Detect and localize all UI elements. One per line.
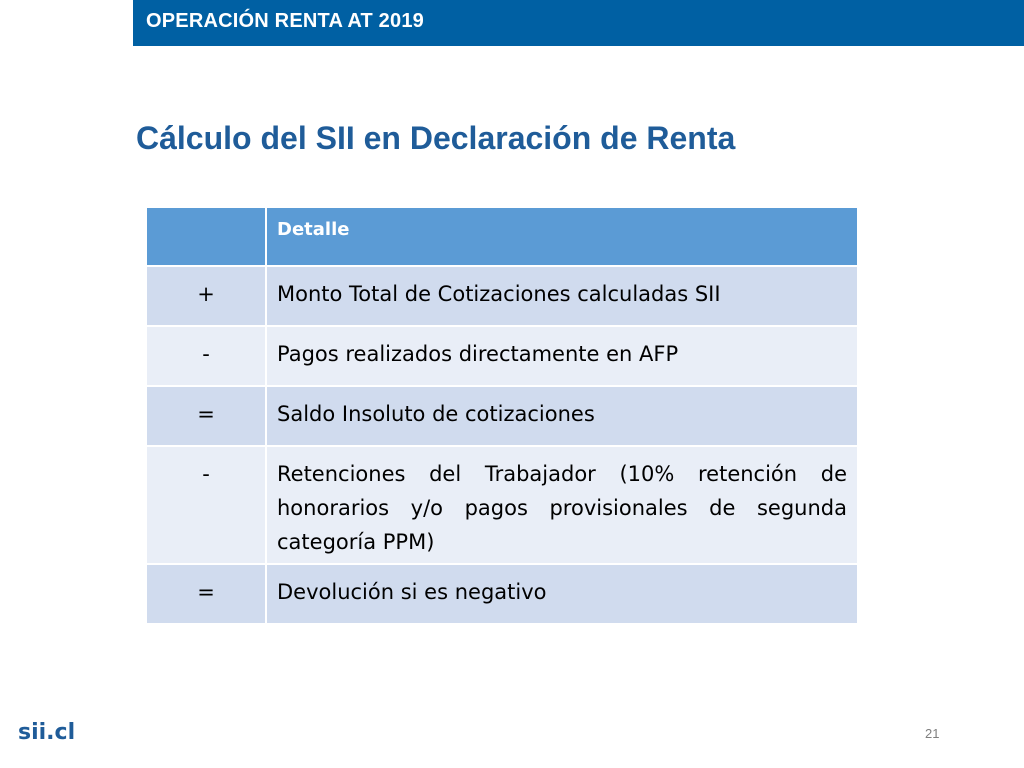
table-row — [146, 266, 858, 326]
header-title: OPERACIÓN RENTA AT 2019 — [146, 10, 424, 32]
sign-cell: - — [146, 446, 266, 564]
detail-cell: Pagos realizados directamente en AFP — [266, 326, 858, 386]
calculation-table — [145, 206, 859, 625]
page-number: 21 — [925, 726, 940, 741]
table-row — [146, 446, 858, 564]
table-body — [146, 266, 858, 624]
sign-cell: - — [146, 326, 266, 386]
detail-cell: Devolución si es negativo — [266, 564, 858, 624]
sign-cell: = — [146, 564, 266, 624]
header-band — [133, 0, 1024, 46]
table-row — [146, 564, 858, 624]
sign-cell: = — [146, 386, 266, 446]
column-header-detail: Detalle — [266, 207, 858, 266]
detail-cell: Retenciones del Trabajador (10% retención de honorarios y/o pagos provisionales de segunda categoría PPM) — [266, 446, 858, 564]
column-header-sign — [146, 207, 266, 266]
slide-title: Cálculo del SII en Declaración de Renta — [136, 120, 736, 156]
table-header — [146, 207, 858, 266]
sign-cell: + — [146, 266, 266, 326]
detail-cell: Monto Total de Cotizaciones calculadas SII — [266, 266, 858, 326]
table-row — [146, 326, 858, 386]
sii-logo: sii.cl — [18, 720, 76, 745]
table-header-row — [146, 207, 858, 266]
detail-cell: Saldo Insoluto de cotizaciones — [266, 386, 858, 446]
table-row — [146, 386, 858, 446]
